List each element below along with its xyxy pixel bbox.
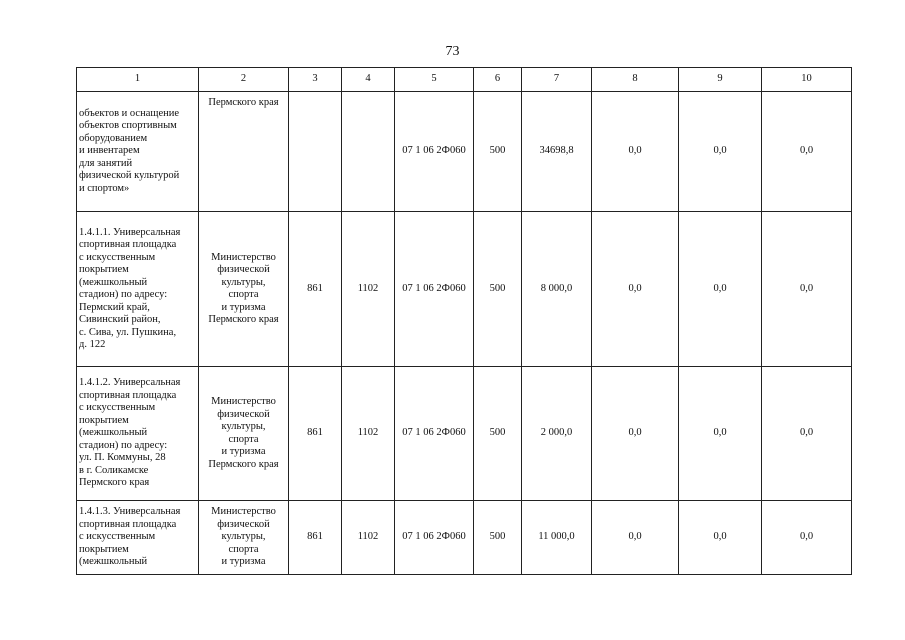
- amount-cell: 0,0: [679, 212, 762, 367]
- amount-cell: 0,0: [592, 501, 679, 575]
- amount-cell: 2 000,0: [522, 367, 592, 501]
- column-header: 8: [592, 68, 679, 92]
- budget-table: [76, 67, 852, 575]
- code-cell: [289, 92, 342, 212]
- amount-cell: 0,0: [679, 367, 762, 501]
- amount-cell: 0,0: [592, 92, 679, 212]
- column-header: 6: [474, 68, 522, 92]
- amount-cell: 0,0: [762, 367, 852, 501]
- column-header: 5: [395, 68, 474, 92]
- responsible-cell: Министерство физической культуры, спорта и туризма Пермского края: [199, 212, 289, 367]
- table-row: [77, 92, 852, 212]
- description-cell: 1.4.1.1. Универсальная спортивная площадка с искусственным покрытием (межшкольный стадион) по адресу: Пермский край, Сивинский район, с. Сива, ул. Пушкина, д. 122: [77, 212, 199, 367]
- column-header: 7: [522, 68, 592, 92]
- table-header-row: [77, 68, 852, 92]
- column-header: 4: [342, 68, 395, 92]
- section-cell: 1102: [342, 212, 395, 367]
- column-header: 3: [289, 68, 342, 92]
- page-number: 73: [445, 44, 460, 59]
- responsible-cell: Министерство физической культуры, спорта и туризма: [199, 501, 289, 575]
- section-cell: 1102: [342, 367, 395, 501]
- section-cell: [342, 92, 395, 212]
- section-cell: 1102: [342, 501, 395, 575]
- responsible-cell: Министерство физической культуры, спорта и туризма Пермского края: [199, 367, 289, 501]
- amount-cell: 34698,8: [522, 92, 592, 212]
- amount-cell: 0,0: [762, 212, 852, 367]
- amount-cell: 0,0: [592, 212, 679, 367]
- amount-cell: 8 000,0: [522, 212, 592, 367]
- expense-type-cell: 500: [474, 501, 522, 575]
- expense-type-cell: 500: [474, 212, 522, 367]
- column-header: 1: [77, 68, 199, 92]
- table-row: [77, 367, 852, 501]
- table-row: [77, 501, 852, 575]
- target-article-cell: 07 1 06 2Ф060: [395, 212, 474, 367]
- column-header: 9: [679, 68, 762, 92]
- code-cell: 861: [289, 501, 342, 575]
- table-row: [77, 212, 852, 367]
- target-article-cell: 07 1 06 2Ф060: [395, 501, 474, 575]
- amount-cell: 0,0: [762, 501, 852, 575]
- amount-cell: 0,0: [762, 92, 852, 212]
- responsible-cell: Пермского края: [199, 92, 289, 212]
- description-cell: 1.4.1.2. Универсальная спортивная площадка с искусственным покрытием (межшкольный стадион) по адресу: ул. П. Коммуны, 28 в г. Соликамске Пермского края: [77, 367, 199, 501]
- column-header: 2: [199, 68, 289, 92]
- expense-type-cell: 500: [474, 367, 522, 501]
- description-cell: объектов и оснащение объектов спортивным оборудованием и инвентарем для занятий физической культурой и спортом»: [77, 92, 199, 212]
- code-cell: 861: [289, 367, 342, 501]
- target-article-cell: 07 1 06 2Ф060: [395, 92, 474, 212]
- column-header: 10: [762, 68, 852, 92]
- amount-cell: 0,0: [679, 501, 762, 575]
- description-cell: 1.4.1.3. Универсальная спортивная площадка с искусственным покрытием (межшкольный: [77, 501, 199, 575]
- amount-cell: 11 000,0: [522, 501, 592, 575]
- code-cell: 861: [289, 212, 342, 367]
- target-article-cell: 07 1 06 2Ф060: [395, 367, 474, 501]
- amount-cell: 0,0: [592, 367, 679, 501]
- amount-cell: 0,0: [679, 92, 762, 212]
- expense-type-cell: 500: [474, 92, 522, 212]
